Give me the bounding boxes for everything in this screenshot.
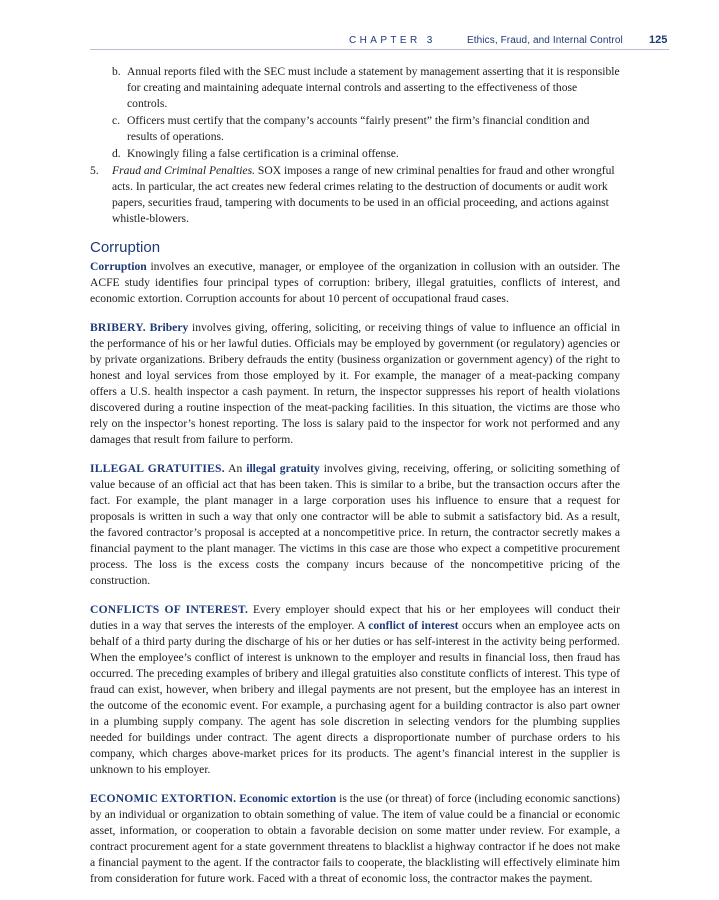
list-marker: 5. xyxy=(90,164,99,177)
gratuities-paragraph xyxy=(90,461,620,589)
list-item-text: Annual reports filed with the SEC must include a statement by management asserting that it is responsible for creating and maintaining adequate internal controls and asserting to the effectiveness of those controls. xyxy=(127,65,620,110)
key-term: Bribery xyxy=(149,321,189,334)
conflicts-paragraph xyxy=(90,602,620,778)
chapter-label: CHAPTER 3 xyxy=(349,35,436,46)
paragraph-text: involves giving, offering, soliciting, or receiving things of value to influence an official in the performance of his or her lawful duties. Officials may be employed by government (or regulatory) agencies or by private organizations. Bribery defrauds the entity (business organization or government agency) of the right to honest and loyal services from those employed by it. For example, the manager of a meat-packing company offers a U.S. health inspector a cash payment. In return, the inspector suppresses his report of health violations discovered during a routine inspection of the meat-packing facilities. In this situation, the victims are those who rely on the inspector’s honest reporting. The loss is salary paid to the inspector for work not performed and any damages that result from failure to perform. xyxy=(90,321,620,446)
page-number: 125 xyxy=(649,34,668,46)
list-item-text xyxy=(112,163,620,227)
header-rule xyxy=(90,49,669,50)
section-heading-corruption: Corruption xyxy=(90,239,161,256)
runin-heading: ILLEGAL GRATUITIES. xyxy=(90,462,225,475)
paragraph-text: involves an executive, manager, or employee of the organization in collusion with an outsider. The ACFE study identifies four principal types of corruption: bribery, illegal gratuities, conflicts of interest, and economic extortion. Corruption accounts for about 10 percent of occupational fraud cases. xyxy=(90,260,620,305)
extortion-paragraph xyxy=(90,791,620,887)
running-header xyxy=(0,34,719,50)
list-marker: b. xyxy=(112,65,121,78)
list-item-title: Fraud and Criminal Penalties. xyxy=(112,164,255,177)
paragraph-text: occurs when an employee acts on behalf of a third party during the discharge of his or her duties or has self-interest in the activity being performed. When the employee’s conflict of interest is unknown to the employer and results in financial loss, then fraud has occurred. The preceding examples of bribery and illegal gratuities also constitute conflicts of interest. This type of fraud can exist, however, when bribery and illegal payments are not present, but the employee has an interest in the outcome of the economic event. For example, a purchasing agent for a building contractor is also part owner in a plumbing supply company. The agent has sole discretion in selecting vendors for the plumbing supplies needed for buildings under contract. The agent directs a disproportionate number of purchase orders to his company, which charges above-market prices for its products. The agent’s financial interest in the supplier is unknown to his employer. xyxy=(90,619,620,776)
chapter-title: Ethics, Fraud, and Internal Control xyxy=(467,35,623,46)
list-marker: c. xyxy=(112,114,121,127)
paragraph-text: is the use (or threat) of force (including economic sanctions) by an individual or organization to obtain something of value. The item of value could be a financial or economic asset, information, or cooperation to obtain a favorable decision on some matter under review. For example, a contract procurement agent for a state government threatens to blacklist a highway contractor if he does not make a financial payment to the agent. If the contractor fails to cooperate, the blacklisting will effectively eliminate him from consideration for future work. Faced with a threat of economic loss, the contractor makes the payment. xyxy=(90,792,620,885)
runin-heading: CONFLICTS OF INTEREST. xyxy=(90,603,249,616)
runin-heading: ECONOMIC EXTORTION. xyxy=(90,792,237,805)
key-term: Economic extortion xyxy=(239,792,337,805)
list-item-5 xyxy=(90,163,620,227)
corruption-intro xyxy=(90,259,620,307)
list-item-body: SOX imposes a range of new criminal penalties for fraud and other wrongful acts. In particular, the act creates new federal crimes relating to the destruction of documents or audit work papers, securities fraud, tampering with documents to be used in an official proceeding, and actions against whistle-blowers. xyxy=(112,164,615,225)
bribery-paragraph xyxy=(90,320,620,448)
list-item-text: Officers must certify that the company’s accounts “fairly present” the firm’s financial condition and results of operations. xyxy=(127,114,590,143)
key-term: illegal gratuity xyxy=(246,462,320,475)
list-item-c xyxy=(90,113,620,145)
key-term: conflict of interest xyxy=(368,619,459,632)
list-item-text: Knowingly filing a false certification is a criminal offense. xyxy=(127,147,399,160)
runin-heading: BRIBERY. xyxy=(90,321,146,334)
list-item-d xyxy=(90,146,620,162)
paragraph-text: involves giving, receiving, offering, or soliciting something of value because of an official act that has been taken. This is similar to a bribe, but the transaction occurs after the fact. For example, the plant manager in a large corporation uses his influence to ensure that a request for proposals is written in such a way that only one contractor will be able to submit a satisfactory bid. As a result, the favored contractor’s proposal is accepted at a noncompetitive price. In return, the contractor secretly makes a financial payment to the plant manager. The victims in this case are those who expect a competitive procurement process. The loss is the excess costs the company incurs because of the noncompetitive pricing of the construction. xyxy=(90,462,621,587)
list-item-b xyxy=(90,64,620,112)
list-marker: d. xyxy=(112,147,121,160)
key-term: Corruption xyxy=(90,260,147,273)
paragraph-lead: Every employer should expect that his or her employees will conduct their duties in a way that serves the interests of the employer. A xyxy=(90,603,620,632)
page-body xyxy=(90,64,620,887)
paragraph-lead: An xyxy=(224,462,247,475)
